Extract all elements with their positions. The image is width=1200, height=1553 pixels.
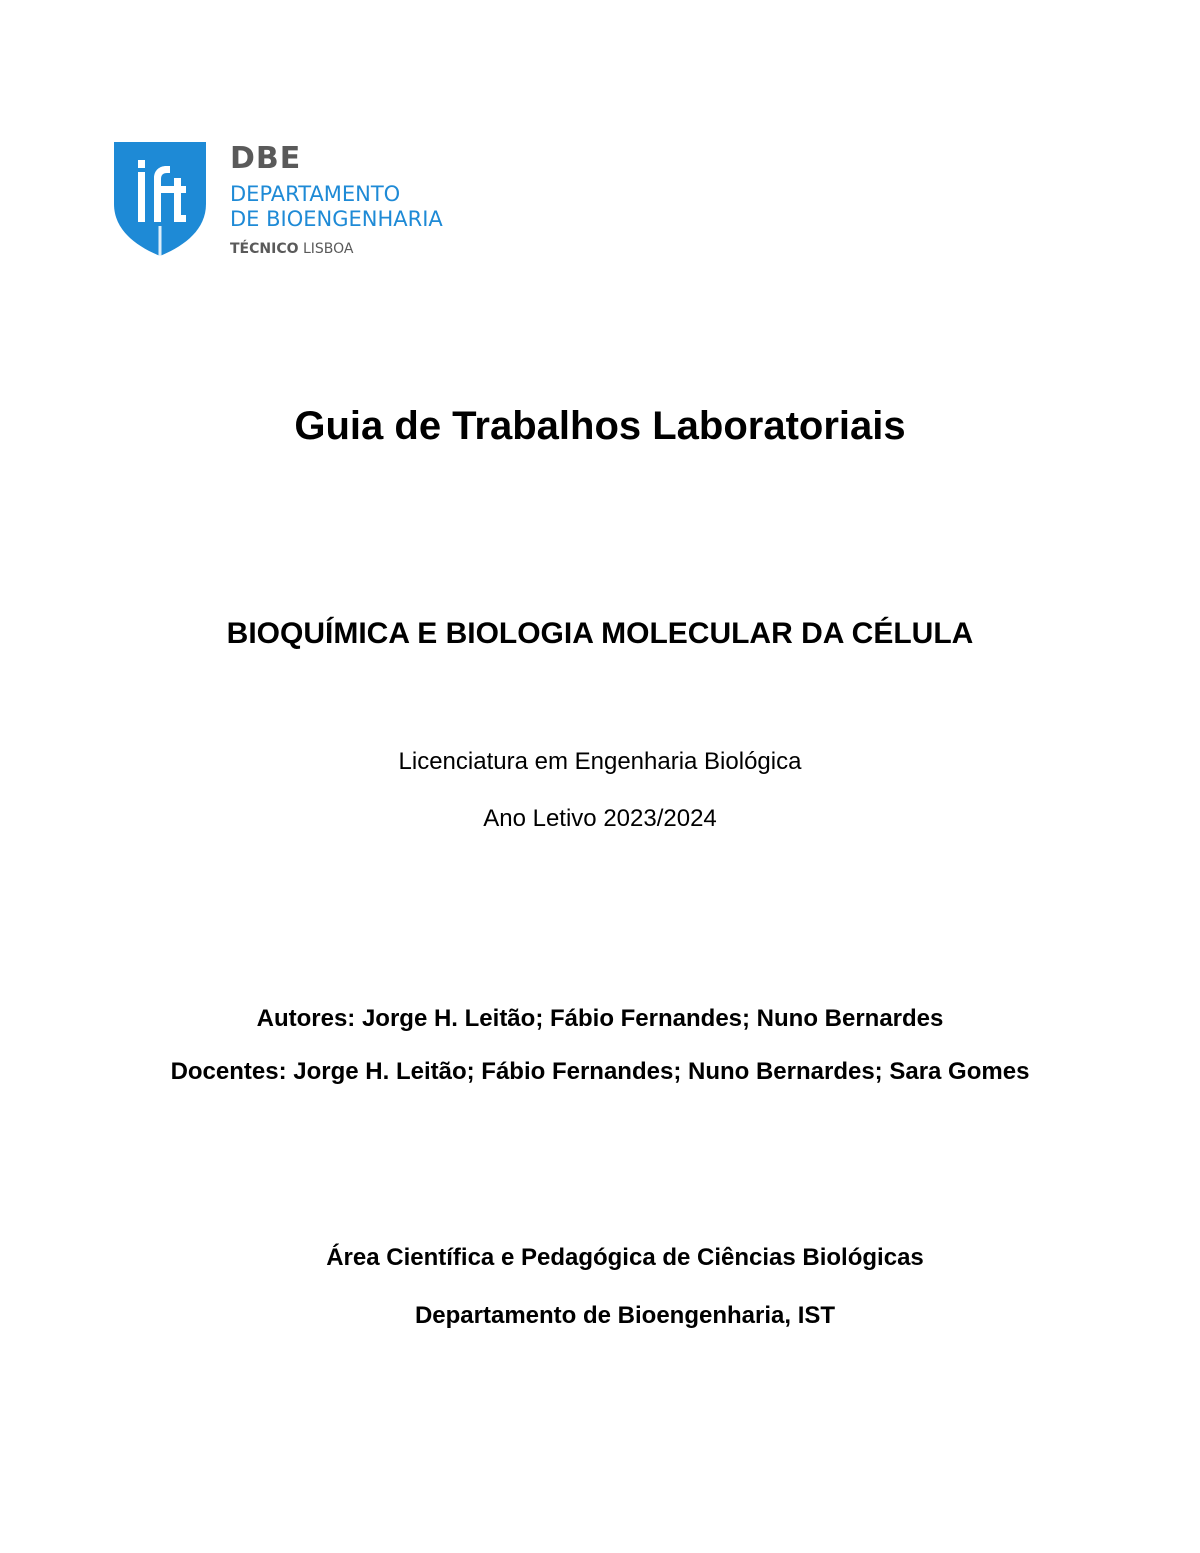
degree-name: Licenciatura em Engenharia Biológica bbox=[398, 748, 802, 775]
document-title: Guia de Trabalhos Laboratoriais bbox=[294, 404, 906, 448]
course-name: BIOQUÍMICA E BIOLOGIA MOLECULAR DA CÉLULA bbox=[226, 617, 974, 650]
logo-department-line2: DE BIOENGENHARIA bbox=[230, 207, 443, 231]
authors-line: Autores: Jorge H. Leitão; Fábio Fernandes; Nuno Bernardes bbox=[256, 1005, 944, 1032]
ist-shield-icon bbox=[114, 142, 206, 256]
academic-year: Ano Letivo 2023/2024 bbox=[483, 805, 717, 832]
department-name: Departamento de Bioengenharia, IST bbox=[414, 1302, 836, 1329]
logo-school-regular: LISBOA bbox=[302, 241, 354, 257]
scientific-area: Área Científica e Pedagógica de Ciências Biológicas bbox=[326, 1244, 924, 1271]
department-logo bbox=[114, 142, 444, 262]
logo-acronym: DBE bbox=[230, 141, 302, 176]
teachers-line: Docentes: Jorge H. Leitão; Fábio Fernandes; Nuno Bernardes; Sara Gomes bbox=[170, 1058, 1030, 1085]
logo-school bbox=[230, 240, 353, 258]
logo-school-bold: TÉCNICO bbox=[230, 241, 299, 257]
logo-department-line1: DEPARTAMENTO bbox=[230, 182, 401, 206]
